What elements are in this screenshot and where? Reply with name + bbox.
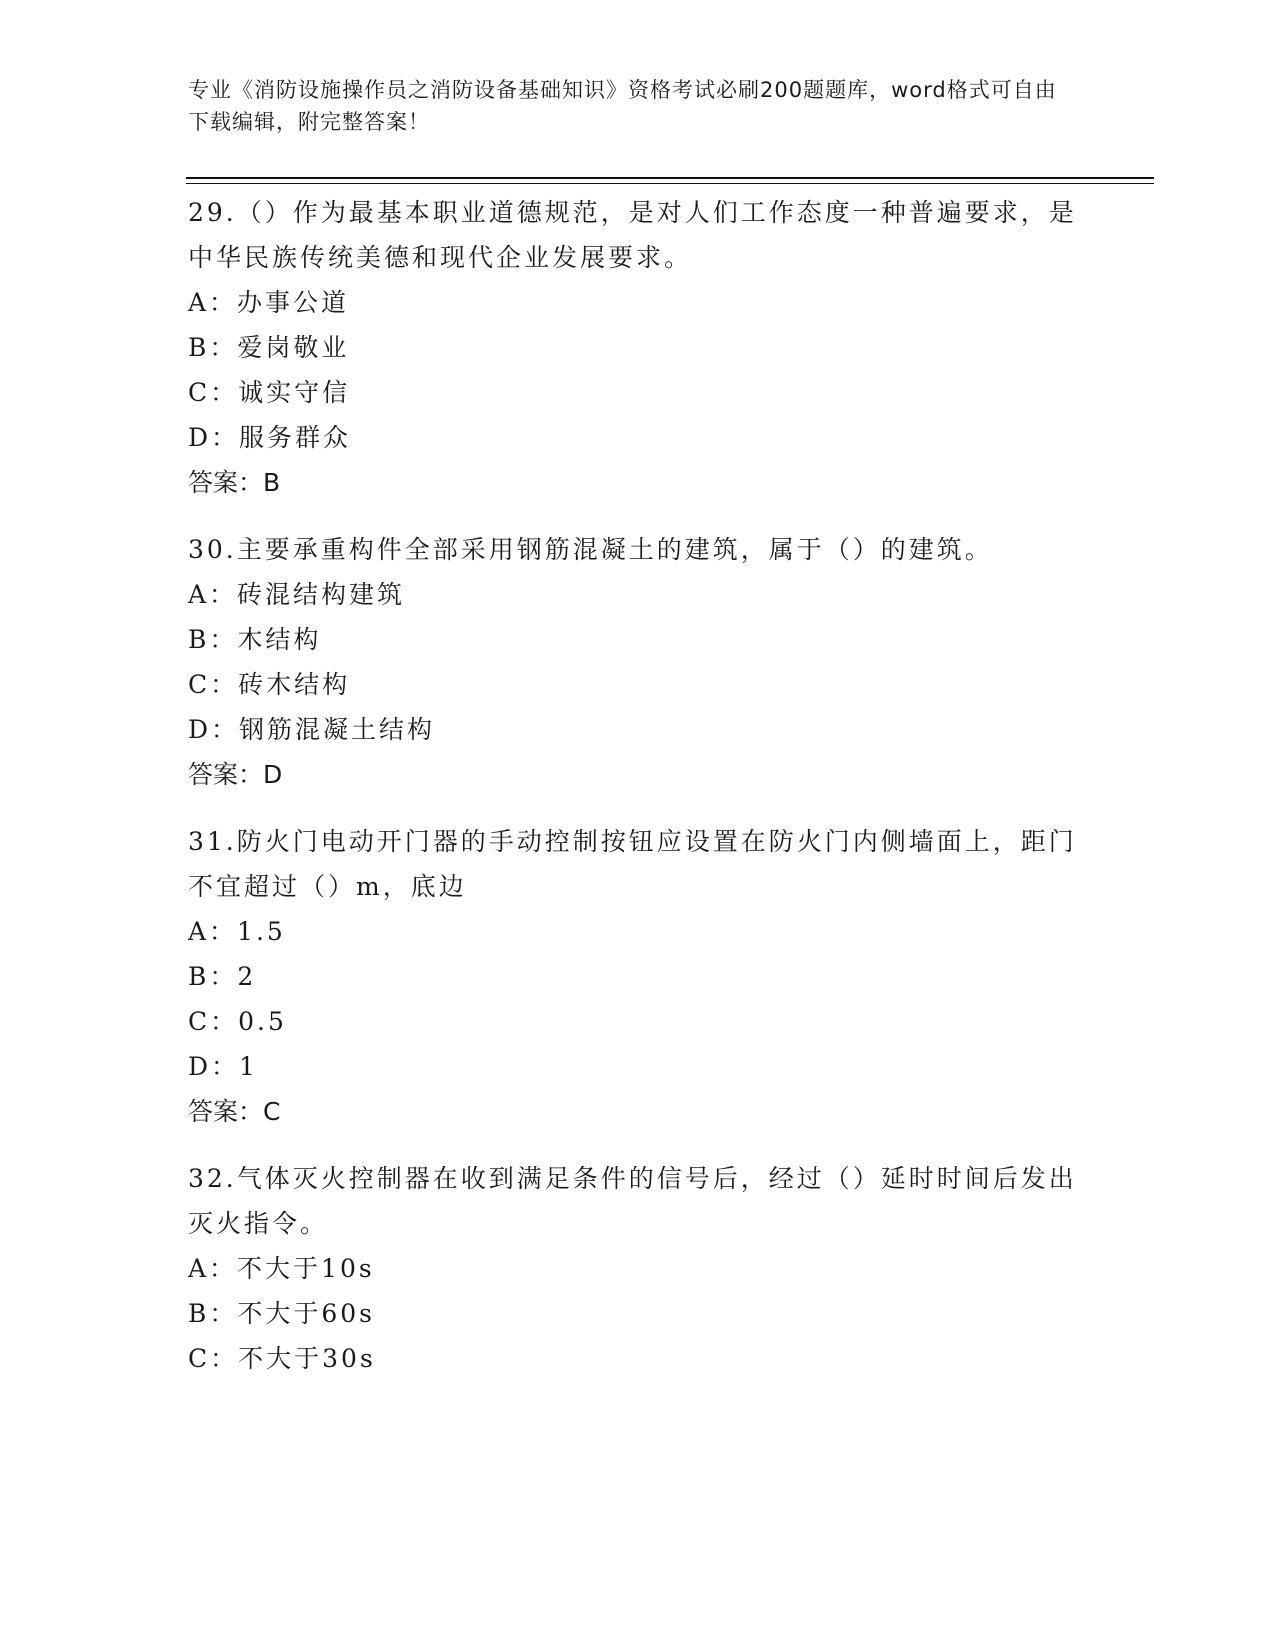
option-b: B：爱岗敬业 xyxy=(188,333,350,362)
question-stem: 32.气体灭火控制器在收到满足条件的信号后，经过（）延时时间后发出灭火指令。 xyxy=(188,1164,1077,1238)
header-divider-thin xyxy=(186,183,1154,184)
answer: 答案：C xyxy=(188,1097,281,1126)
question-30 xyxy=(188,527,1088,797)
option-a: A：不大于10s xyxy=(188,1254,375,1283)
answer: 答案：D xyxy=(188,760,283,789)
option-c: C：砖木结构 xyxy=(188,670,351,699)
question-29 xyxy=(188,190,1088,505)
question-stem: 30.主要承重构件全部采用钢筋混凝土的建筑，属于（）的建筑。 xyxy=(188,535,993,564)
answer: 答案：B xyxy=(188,468,281,497)
option-b: B：不大于60s xyxy=(188,1299,376,1328)
option-a: A：1.5 xyxy=(188,917,286,946)
option-d: D：钢筋混凝土结构 xyxy=(188,715,436,744)
header-divider-thick xyxy=(186,177,1154,179)
option-d: D：服务群众 xyxy=(188,423,352,452)
question-stem: 29.（）作为最基本职业道德规范，是对人们工作态度一种普遍要求，是中华民族传统美德和现代企业发展要求。 xyxy=(188,198,1077,272)
question-stem: 31.防火门电动开门器的手动控制按钮应设置在防火门内侧墙面上，距门不宜超过（）m，底边 xyxy=(188,827,1077,901)
option-d: D：1 xyxy=(188,1052,258,1081)
option-a: A：砖混结构建筑 xyxy=(188,580,406,609)
option-a: A：办事公道 xyxy=(188,288,350,317)
option-b: B：2 xyxy=(188,962,257,991)
option-c: C：0.5 xyxy=(188,1007,287,1036)
question-31 xyxy=(188,819,1088,1134)
document-header: 专业《消防设施操作员之消防设备基础知识》资格考试必刷200题题库，word格式可自由下载编辑，附完整答案！ xyxy=(188,78,1057,134)
option-c: C：不大于30s xyxy=(188,1344,376,1373)
option-b: B：木结构 xyxy=(188,625,322,654)
question-list xyxy=(188,190,1088,1403)
question-32 xyxy=(188,1156,1088,1381)
option-c: C：诚实守信 xyxy=(188,378,351,407)
